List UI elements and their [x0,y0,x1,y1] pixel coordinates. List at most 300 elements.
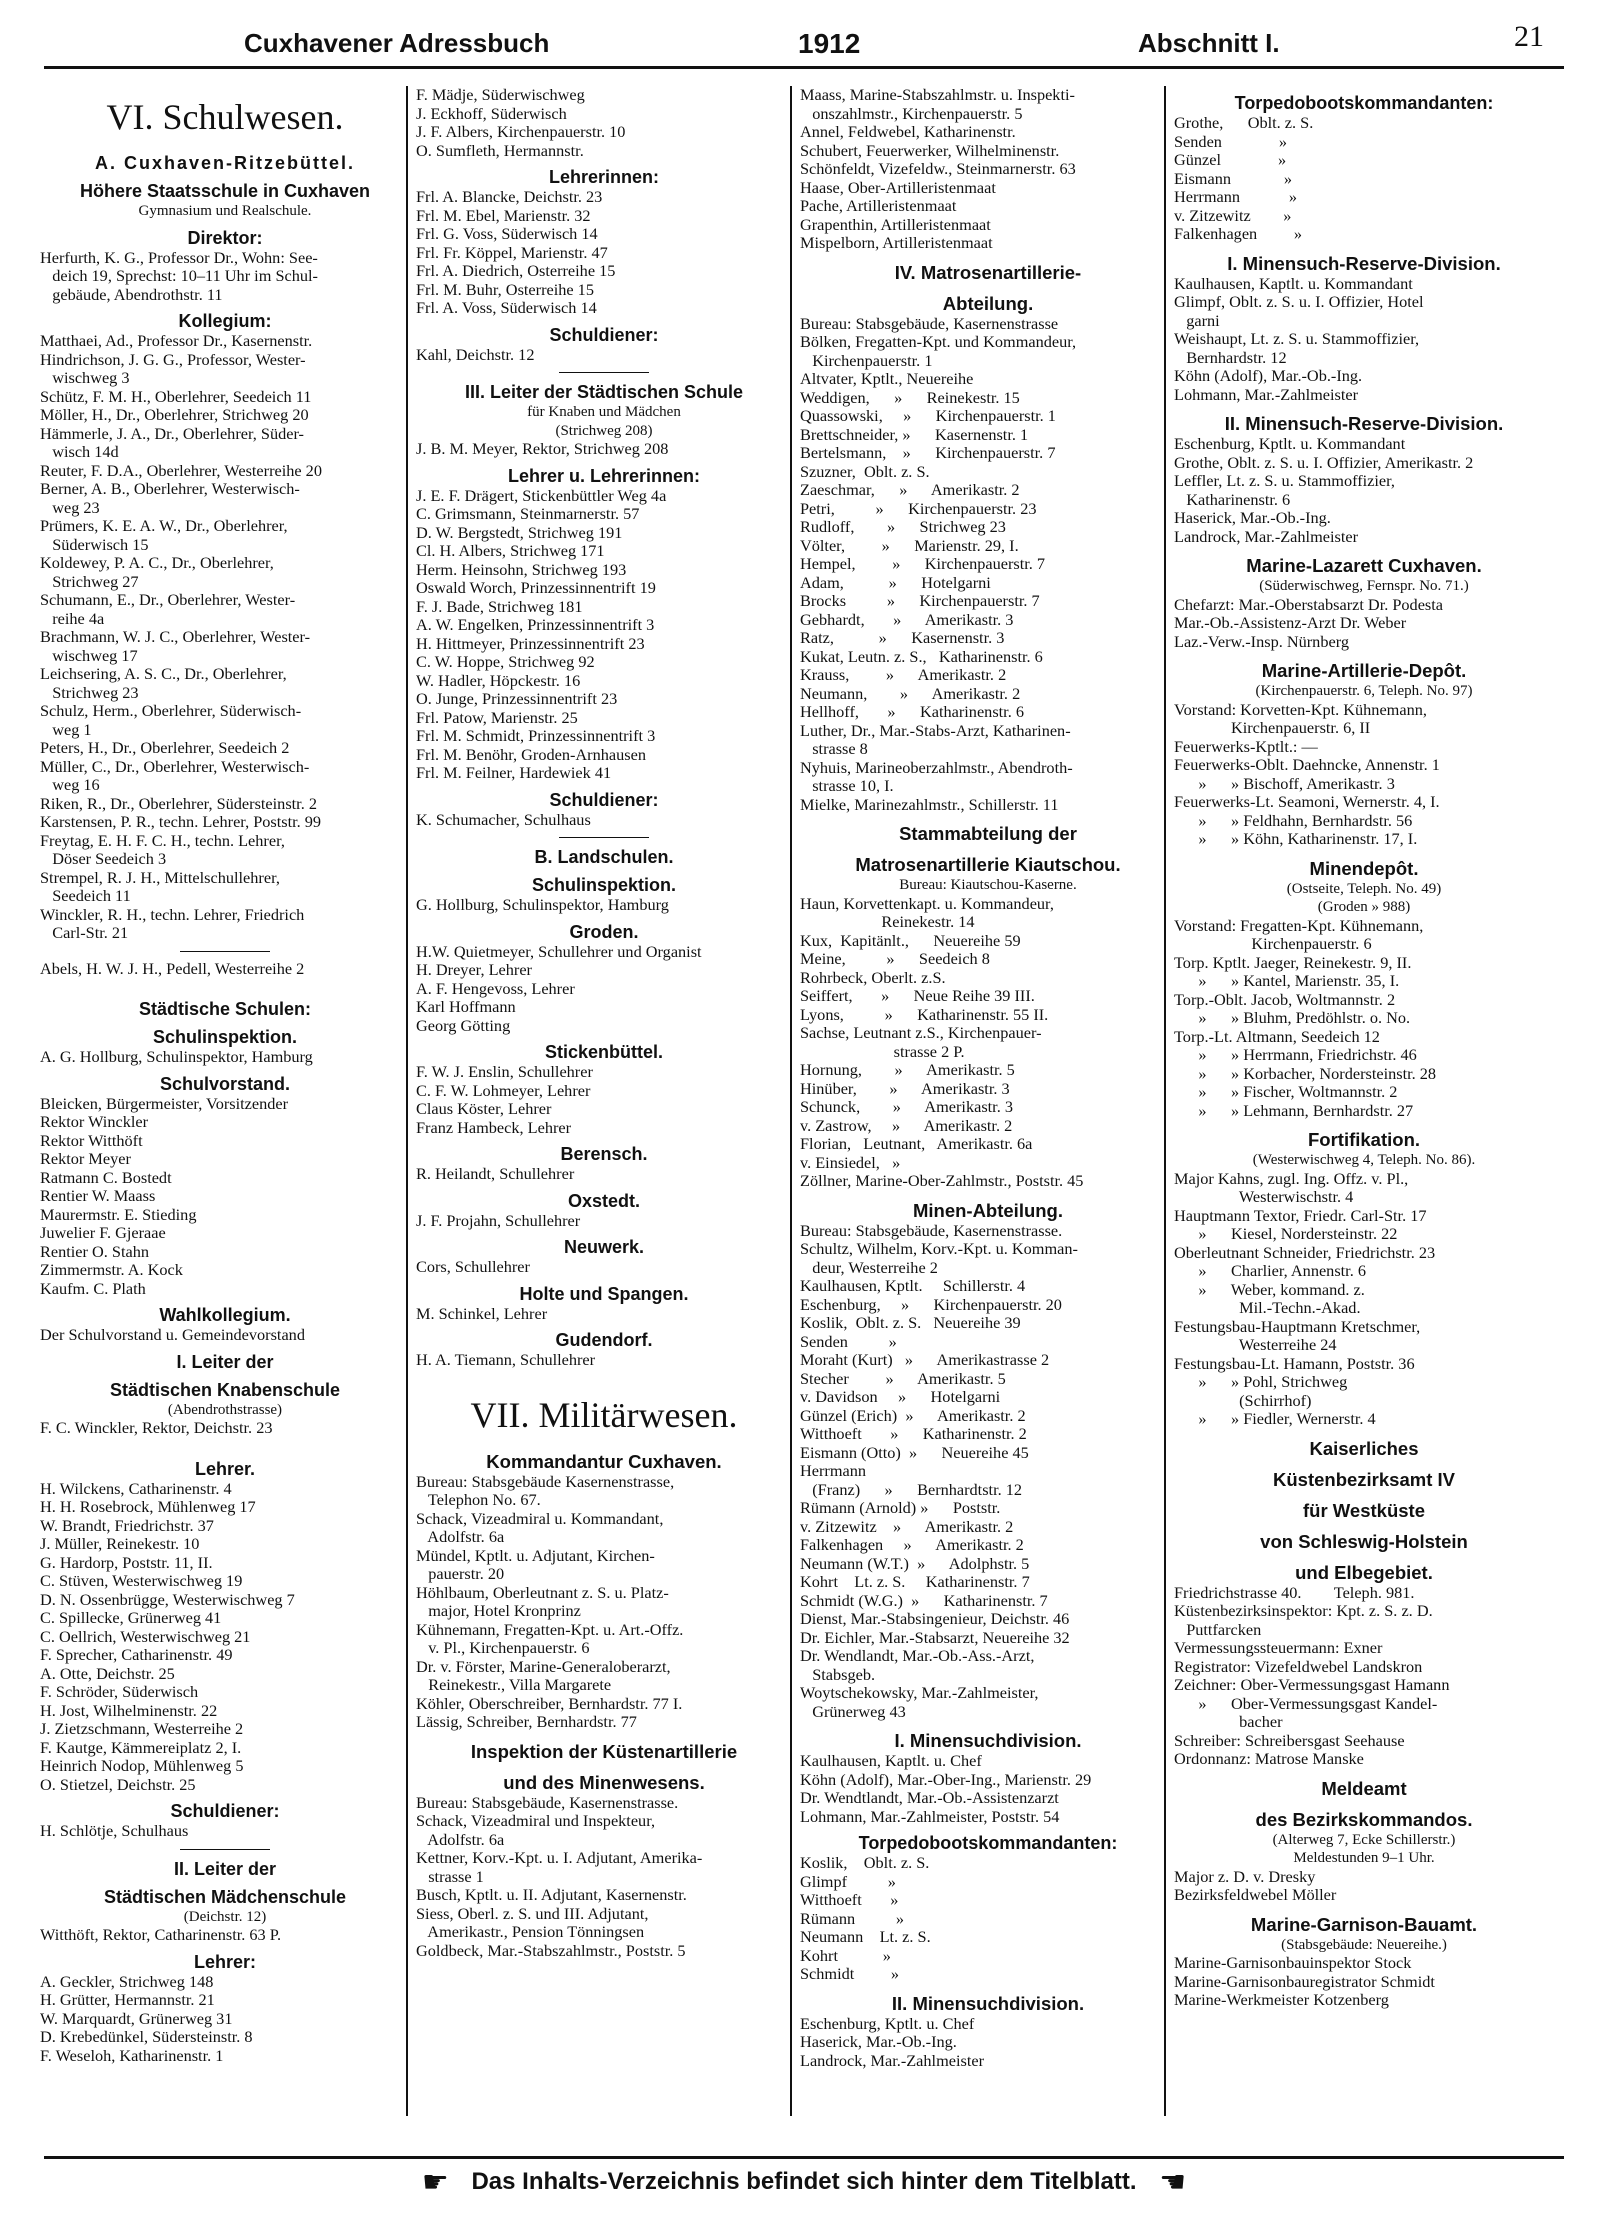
directory-entry: W. Brandt, Friedrichstr. 37 [40,1516,214,1535]
directory-entry: Mil.-Techn.-Akad. [1174,1299,1361,1317]
directory-entry: Karstensen, P. R., techn. Lehrer, Poststr. 99 [40,813,322,831]
directory-entry: G. Hollburg, Schulinspektor, Hamburg [416,896,669,914]
directory-entry: Süderwisch 15 [40,535,149,554]
directory-entry: Bezirksfeldwebel Möller [1174,1886,1337,1904]
directory-entry: Bölken, Fregatten-Kpt. und Kommandeur, [800,333,1077,351]
directory-entry: Frl. Fr. Köppel, Marienstr. 47 [416,243,608,262]
directory-entry: Senden » [1174,132,1288,151]
directory-entry: Karl Hoffmann [416,998,516,1016]
section-heading: Minendepôt. [1309,857,1419,879]
book-year: 1912 [798,28,861,59]
column-3 [790,86,1176,2116]
directory-entry: deich 19, Sprechst: 10–11 Uhr im Schul- [40,267,318,285]
directory-entry: Strempel, R. J. H., Mittelschullehrer, [40,868,280,887]
directory-entry: Woytschekowsky, Mar.-Zahlmeister, [800,1684,1039,1702]
section-note: (Ostseite, Teleph. No. 49) [1286,880,1442,897]
directory-entry: Registrator: Vizefeldwebel Landskron [1174,1657,1423,1676]
directory-entry: (Schirrhof) [1174,1391,1312,1410]
directory-entry: F. Kautge, Kämmereiplatz 2, I. [40,1738,242,1757]
directory-entry: Rektor Winckler [40,1113,149,1131]
directory-entry: Reuter, F. D.A., Oberlehrer, Westerreihe 20 [40,461,322,480]
directory-entry: J. Eckhoff, Süderwisch [416,104,567,123]
directory-entry: J. F. Albers, Kirchenpauerstr. 10 [416,123,626,141]
directory-entry: Maass, Marine-Stabszahlmstr. u. Inspekti- [800,86,1075,104]
directory-entry: Hempel, » Kirchenpauerstr. 7 [800,555,1046,573]
directory-entry: Koslik, Oblt. z. S. Neuereihe 39 [800,1314,1021,1332]
section-heading: Städtischen Mädchenschule [103,1886,347,1907]
directory-entry: » » Korbacher, Nordersteinstr. 28 [1174,1064,1437,1083]
section-title: VII. Militärwesen. [470,1394,738,1435]
directory-entry: Grapenthin, Artilleristenmaat [800,215,991,234]
directory-entry: Ratmann C. Bostedt [40,1168,172,1187]
directory-entry: Gebhardt, » Amerikastr. 3 [800,610,1014,629]
directory-entry: Kux, Kapitänlt., Neuereihe 59 [800,931,1021,950]
section-heading: II. Minensuch-Reserve-Division. [1224,413,1504,434]
divider [559,837,649,838]
directory-entry: Kahl, Deichstr. 12 [416,345,535,364]
section-heading: Küstenbezirksamt IV [1273,1468,1455,1490]
section-heading: Torpedobootskommandanten: [858,1833,1118,1853]
directory-entry: Koslik, Oblt. z. S. [800,1854,930,1872]
section-heading: Lehrer. [194,1458,256,1479]
section-heading: Matrosenartillerie Kiautschou. [855,854,1121,875]
directory-entry: Völter, » Marienstr. 29, I. [800,536,1019,555]
section-heading: Schuldiener: [549,789,659,810]
directory-entry: Seiffert, » Neue Reihe 39 III. [800,987,1035,1005]
directory-entry: Herfurth, K. G., Professor Dr., Wohn: See- [40,248,318,267]
directory-entry: C. Grimsmann, Steinmarnerstr. 57 [416,505,640,523]
directory-entry: gebäude, Abendrothstr. 11 [40,285,223,304]
section-heading: und des Minenwesens. [503,1771,705,1793]
directory-entry: Zeichner: Ober-Vermessungsgast Hamann [1174,1676,1450,1694]
directory-entry: Cors, Schullehrer [416,1258,530,1276]
directory-entry: onszahlmstr., Kirchenpauerstr. 5 [800,104,1023,123]
directory-entry: W. Hadler, Höpckestr. 16 [416,671,581,690]
section-heading: Stickenbüttel. [544,1042,664,1062]
directory-entry: F. C. Winckler, Rektor, Deichstr. 23 [40,1419,273,1437]
directory-entry: Kaulhausen, Kptlt. Schillerstr. 4 [800,1277,1026,1295]
directory-entry: Lyons, » Katharinenstr. 55 II. [800,1005,1049,1024]
directory-entry: Kaufm. C. Plath [40,1279,146,1298]
directory-entry: Haase, Ober-Artilleristenmaat [800,178,996,197]
directory-entry: M. Schinkel, Lehrer [416,1304,548,1323]
section-note: (Süderwischweg, Fernspr. No. 71.) [1259,578,1469,594]
spacer [40,978,410,992]
directory-entry: H. Hittmeyer, Prinzessinnentrift 23 [416,634,645,653]
section-heading: Stammabteilung der [899,823,1077,844]
directory-entry: Zimmermstr. A. Kock [40,1261,183,1279]
directory-entry: Mündel, Kptlt. u. Adjutant, Kirchen- [416,1546,655,1565]
directory-entry: Frl. A. Diedrich, Osterreihe 15 [416,262,616,280]
directory-entry: Schulz, Herm., Oberlehrer, Süderwisch- [40,702,302,720]
section-heading: Kommandantur Cuxhaven. [486,1450,722,1472]
directory-entry: » » Herrmann, Friedrichstr. 46 [1174,1046,1417,1064]
spacer [416,1370,792,1384]
directory-entry: Seedeich 11 [40,887,131,905]
directory-entry: Frl. G. Voss, Süderwisch 14 [416,225,598,243]
directory-entry: Hinüber, » Amerikastr. 3 [800,1079,1010,1098]
directory-entry: Ratz, » Kasernenstr. 3 [800,629,1005,647]
pointing-hand-left-icon: ☚ [1159,2165,1187,2199]
section-note: (Abendrothstrasse) [167,1401,283,1418]
directory-entry: Strichweg 27 [40,572,139,591]
directory-entry: Adolfstr. 6a [416,1830,505,1849]
directory-entry: Marine-Garnisonbauinspektor Stock [1174,1954,1412,1972]
directory-entry: Zöllner, Marine-Ober-Zahlmstr., Poststr. 45 [800,1172,1084,1190]
directory-entry: Goldbeck, Mar.-Stabszahlmstr., Poststr. 5 [416,1941,686,1960]
directory-entry: Rümann » [800,1909,905,1928]
directory-entry: Rentier O. Stahn [40,1242,149,1261]
directory-entry: C. Spillecke, Grünerweg 41 [40,1609,222,1627]
directory-entry: Siess, Oberl. z. S. und III. Adjutant, [416,1904,649,1923]
directory-entry: deur, Westerreihe 2 [800,1258,938,1277]
directory-entry: strasse 10, I. [800,777,894,795]
directory-entry: Westerreihe 24 [1174,1336,1337,1354]
directory-entry: C. W. Hoppe, Strichweg 92 [416,653,595,671]
directory-entry: » Weber, kommand. z. [1174,1280,1365,1299]
directory-entry: Stabsgeb. [800,1665,876,1684]
directory-entry: Moraht (Kurt) » Amerikastrasse 2 [800,1351,1050,1369]
directory-entry: Katharinenstr. 6 [1174,490,1291,509]
directory-entry: Frl. M. Ebel, Marienstr. 32 [416,206,591,225]
directory-entry: Hornung, » Amerikastr. 5 [800,1061,1015,1079]
directory-entry: Hauptmann Textor, Friedr. Carl-Str. 17 [1174,1206,1427,1225]
directory-entry: Sachse, Leutnant z.S., Kirchenpauer- [800,1024,1042,1042]
directory-entry: Mispelborn, Artilleristenmaat [800,234,993,252]
section-heading: A. Cuxhaven-Ritzebüttel. [94,153,356,173]
directory-entry: Haserick, Mar.-Ob.-Ing. [800,2033,957,2051]
directory-entry: Oberleutnant Schneider, Friedrichstr. 23 [1174,1243,1436,1262]
directory-entry: Bureau: Stabsgebäude, Kasernenstrasse. [416,1793,679,1812]
directory-entry: Eschenburg, Kptlt. u. Chef [800,2014,975,2033]
section-heading: Gudendorf. [555,1330,653,1350]
directory-entry: Altvater, Kptlt., Neuereihe [800,370,974,388]
directory-entry: Möller, H., Dr., Oberlehrer, Strichweg 20 [40,406,309,424]
directory-entry: Köhn (Adolf), Mar.-Ob.-Ing. [1174,367,1363,385]
section-heading: Kollegium: [178,311,272,331]
directory-entry: Frl. M. Feilner, Hardewiek 41 [416,764,612,782]
directory-entry: Küstenbezirksinspektor: Kpt. z. S. z. D. [1174,1602,1433,1620]
directory-entry: H.W. Quietmeyer, Schullehrer und Organist [416,942,702,961]
section-note: Bureau: Kiautschou-Kaserne. [899,877,1077,893]
directory-entry: Müller, C., Dr., Oberlehrer, Westerwisch- [40,757,310,776]
column-2 [406,86,792,2116]
directory-entry: Westerwischstr. 4 [1174,1188,1354,1206]
section-heading: Marine-Garnison-Bauamt. [1250,1913,1478,1935]
directory-entry: G. Hardorp, Poststr. 11, II. [40,1553,213,1572]
section-heading: Lehrerinnen: [548,167,659,187]
directory-entry: strasse 1 [416,1867,484,1886]
directory-entry: Kühnemann, Fregatten-Kpt. u. Art.-Offz. [416,1620,684,1639]
directory-entry: H. A. Tiemann, Schullehrer [416,1351,596,1369]
directory-entry: Schreiber: Schreibersgast Seehause [1174,1731,1405,1750]
directory-entry: bacher [1174,1713,1283,1731]
directory-entry: Quassowski, » Kirchenpauerstr. 1 [800,407,1056,425]
section-heading: Meldeamt [1321,1777,1407,1799]
directory-entry: Kukat, Leutn. z. S., Katharinenstr. 6 [800,647,1043,666]
directory-entry: Dienst, Mar.-Stabsingenieur, Deichstr. 46 [800,1610,1070,1628]
directory-entry: Major z. D. v. Dresky [1174,1867,1316,1886]
section-heading: Oxstedt. [567,1190,641,1211]
directory-entry: W. Marquardt, Grünerweg 31 [40,2009,233,2028]
section-heading: Schuldiener: [170,1801,280,1821]
section-note: Gymnasium und Realschule. [138,203,312,219]
directory-entry: v. Zitzewitz » Amerikastr. 2 [800,1517,1014,1536]
directory-entry: weg 23 [40,498,100,517]
directory-entry: H. Schlötje, Schulhaus [40,1822,189,1840]
section-heading: Fortifikation. [1307,1129,1421,1150]
section-heading: Berensch. [560,1144,648,1164]
section-heading: Höhere Staatsschule in Cuxhaven [79,181,371,201]
directory-entry: Schmidt » [800,1965,900,1983]
directory-entry: Senden » [800,1332,897,1351]
directory-entry: » Kiesel, Nordersteinstr. 22 [1174,1225,1398,1243]
section-heading: von Schleswig-Holstein [1260,1530,1468,1552]
directory-entry: Nyhuis, Marineoberzahlmstr., Abendroth- [800,758,1073,777]
directory-entry: Cl. H. Albers, Strichweg 171 [416,542,605,560]
directory-entry: Carl-Str. 21 [40,924,129,942]
directory-entry: Schunck, » Amerikastr. 3 [800,1098,1013,1116]
directory-entry: Kirchenpauerstr. 1 [800,351,933,370]
directory-entry: Adam, » Hotelgarni [800,573,991,592]
directory-entry: Bleicken, Bürgermeister, Vorsitzender [40,1094,289,1113]
section-heading: Marine-Lazarett Cuxhaven. [1246,555,1482,576]
directory-entry: Maurermstr. E. Stieding [40,1205,197,1224]
directory-entry: Dr. v. Förster, Marine-Generaloberarzt, [416,1657,671,1676]
directory-entry: Weddigen, » Reinekestr. 15 [800,388,1020,407]
directory-entry: strasse 8 [800,740,868,758]
section-heading: Inspektion der Küstenartillerie [470,1740,738,1762]
directory-entry: Frl. A. Voss, Süderwisch 14 [416,299,597,317]
directory-entry: J. F. Projahn, Schullehrer [416,1211,581,1230]
directory-entry: Franz Hambeck, Lehrer [416,1118,572,1137]
section-heading: Holte und Spangen. [519,1283,689,1304]
directory-entry: Kettner, Korv.-Kpt. u. I. Adjutant, Amerika- [416,1849,703,1867]
section-heading: B. Landschulen. [534,847,674,867]
directory-entry: Freytag, E. H. F. C. H., techn. Lehrer, [40,831,285,850]
directory-entry: Schmidt (W.G.) » Katharinenstr. 7 [800,1591,1048,1610]
directory-entry: Glimpf, Oblt. z. S. u. I. Offizier, Hotel [1174,293,1424,311]
section-title: VI. Schulwesen. [106,97,344,137]
directory-entry: Kirchenpauerstr. 6 [1174,935,1372,953]
directory-entry: A. G. Hollburg, Schulinspektor, Hamburg [40,1048,313,1066]
directory-entry: major, Hotel Kronprinz [416,1602,581,1620]
directory-entry: Herm. Heinsohn, Strichweg 193 [416,560,627,579]
column-4 [1164,86,1554,2116]
directory-entry: Frl. Patow, Marienstr. 25 [416,708,578,727]
section-heading: II. Minensuchdivision. [891,1992,1085,2014]
directory-entry: Rudloff, » Strichweg 23 [800,518,1006,536]
directory-entry: Stecher » Amerikastr. 5 [800,1369,1006,1388]
directory-entry: Reinekestr., Villa Margarete [416,1676,612,1694]
directory-entry: Schack, Vizeadmiral und Inspekteur, [416,1812,656,1830]
directory-entry: Rektor Meyer [40,1150,131,1168]
directory-entry: F. Mädje, Süderwischweg [416,86,585,104]
directory-entry: Bureau: Stabsgebäude, Kasernenstrasse [800,314,1059,333]
section-note: (Alterweg 7, Ecke Schillerstr.) [1272,1831,1456,1848]
directory-entry: Hämmerle, J. A., Dr., Oberlehrer, Süder- [40,424,304,443]
directory-entry: A. Geckler, Strichweg 148 [40,1972,214,1991]
directory-entry: Brettschneider, » Kasernenstr. 1 [800,425,1029,444]
directory-entry: (Franz) » Bernhardtstr. 12 [800,1480,1023,1499]
directory-entry: Chefarzt: Mar.-Oberstabsarzt Dr. Podesta [1174,595,1444,614]
directory-entry: Döser Seedeich 3 [40,850,167,868]
directory-entry: Lohmann, Mar.-Zahlmeister [1174,385,1359,404]
directory-entry: » » Kantel, Marienstr. 35, I. [1174,972,1400,990]
directory-entry: Juwelier F. Gjeraae [40,1224,166,1242]
directory-entry: Falkenhagen » [1174,225,1302,243]
directory-entry: Höhlbaum, Oberleutnant z. S. u. Platz- [416,1583,669,1602]
directory-entry: Schultz, Wilhelm, Korv.-Kpt. u. Komman- [800,1240,1078,1258]
directory-entry: Eschenburg, » Kirchenpauerstr. 20 [800,1295,1062,1314]
directory-entry: Hellhoff, » Katharinenstr. 6 [800,703,1024,721]
directory-entry: Kirchenpauerstr. 6, II [1174,719,1371,737]
directory-entry: J. Zietzschmann, Westerreihe 2 [40,1720,244,1738]
directory-entry: Rentier W. Maass [40,1187,156,1205]
directory-entry: Vorstand: Korvetten-Kpt. Kühnemann, [1174,700,1427,719]
directory-entry: F. Weseloh, Katharinenstr. 1 [40,2046,224,2065]
directory-entry: Herrmann » [1174,188,1297,206]
directory-entry: Kohrt Lt. z. S. Katharinenstr. 7 [800,1573,1030,1591]
directory-entry: Marine-Garnisonbauregistrator Schmidt [1174,1972,1435,1991]
directory-entry: Meine, » Seedeich 8 [800,950,990,968]
directory-entry: H. Grütter, Hermannstr. 21 [40,1991,215,2009]
book-title: Cuxhavener Adressbuch [244,28,550,58]
directory-entry: Bureau: Stabsgebäude, Kasernenstrasse. [800,1221,1063,1240]
directory-entry: D. Krebedünkel, Südersteinstr. 8 [40,2028,253,2046]
section-heading: Schulinspektion. [152,1027,298,1047]
directory-entry: Ordonnanz: Matrose Manske [1174,1750,1364,1768]
directory-entry: Mielke, Marinezahlmstr., Schillerstr. 11 [800,795,1059,814]
directory-entry: Marine-Werkmeister Kotzenberg [1174,1991,1389,2009]
column-1 [40,86,410,2116]
directory-entry: Kaulhausen, Kaptlt. u. Kommandant [1174,274,1413,293]
directory-entry: weg 1 [40,720,92,739]
directory-entry: Herrmann [800,1462,866,1480]
directory-entry: C. Oellrich, Westerwischweg 21 [40,1627,251,1646]
directory-entry: Festungsbau-Hauptmann Kretschmer, [1174,1317,1421,1336]
directory-entry: wischweg 17 [40,646,138,665]
directory-entry: F. J. Bade, Strichweg 181 [416,597,583,616]
directory-entry: Günzel (Erich) » Amerikastr. 2 [800,1406,1026,1425]
directory-entry: Witthoeft » Katharinenstr. 2 [800,1425,1027,1443]
directory-entry: Neumann, » Amerikastr. 2 [800,684,1021,703]
section-heading: Neuwerk. [563,1237,645,1257]
directory-entry: » » Feldhahn, Bernhardstr. 56 [1174,811,1413,830]
directory-entry: Brachmann, W. J. C., Oberlehrer, Wester- [40,628,311,646]
directory-entry: Köhler, Oberschreiber, Bernhardstr. 77 I. [416,1694,683,1713]
directory-entry: Frl. A. Blancke, Deichstr. 23 [416,188,603,206]
directory-entry: K. Schumacher, Schulhaus [416,810,591,829]
directory-entry: A. Otte, Deichstr. 25 [40,1664,175,1683]
directory-entry: Petri, » Kirchenpauerstr. 23 [800,499,1037,518]
section-heading: Schulinspektion. [531,875,677,895]
directory-entry: wisch 14d [40,443,119,461]
directory-entry: v. Zitzewitz » [1174,206,1292,225]
directory-entry: Krauss, » Amerikastr. 2 [800,666,1007,684]
directory-entry: Schubert, Feuerwerker, Wilhelminenstr. [800,141,1060,160]
section-note: (Strichweg 208) [555,422,653,439]
directory-entry: Torp.-Lt. Altmann, Seedeich 12 [1174,1027,1380,1046]
directory-entry: » » Lehmann, Bernhardstr. 27 [1174,1101,1414,1120]
directory-entry: Zaeschmar, » Amerikastr. 2 [800,481,1020,499]
directory-entry: Köhn (Adolf), Mar.-Ober-Ing., Marienstr. 29 [800,1770,1092,1789]
directory-entry: Leffler, Lt. z. S. u. Stammoffizier, [1174,472,1395,490]
directory-entry: Heinrich Nodop, Mühlenweg 5 [40,1757,244,1775]
directory-entry: Feuerwerks-Oblt. Daehncke, Annenstr. 1 [1174,756,1440,774]
directory-entry: » Ober-Vermessungsgast Kandel- [1174,1694,1438,1713]
directory-entry: Lohmann, Mar.-Zahlmeister, Poststr. 54 [800,1807,1060,1826]
directory-entry: Bureau: Stabsgebäude Kasernenstrasse, [416,1472,675,1491]
directory-entry: Günzel » [1174,151,1287,169]
section-heading: II. Leiter der [173,1858,277,1879]
directory-entry: D. N. Ossenbrügge, Westerwischweg 7 [40,1590,295,1609]
directory-entry: Feuerwerks-Lt. Seamoni, Wernerstr. 4, I. [1174,793,1440,811]
directory-entry: Adolfstr. 6a [416,1528,505,1546]
directory-entry: J. Müller, Reinekestr. 10 [40,1535,200,1553]
directory-entry: Reinekestr. 14 [800,913,975,931]
directory-entry: Rektor Witthöft [40,1131,143,1150]
directory-entry: Oswald Worch, Prinzessinnentrift 19 [416,579,656,597]
section-note: (Kirchenpauerstr. 6, Teleph. No. 97) [1255,683,1473,699]
directory-entry: v. Davidson » Hotelgarni [800,1388,1001,1406]
directory-entry: O. Sumfleth, Hermannstr. [416,141,584,160]
directory-entry: Haserick, Mar.-Ob.-Ing. [1174,509,1331,527]
directory-entry: Peters, H., Dr., Oberlehrer, Seedeich 2 [40,739,290,757]
section-heading: Minen-Abteilung. [912,1199,1064,1221]
directory-entry: Busch, Kptlt. u. II. Adjutant, Kasernenstr. [416,1886,687,1904]
section-heading: Marine-Artillerie-Depôt. [1261,660,1467,681]
directory-entry: Neumann (W.T.) » Adolphstr. 5 [800,1554,1030,1573]
section-note: für Knaben und Mädchen [527,404,681,420]
directory-entry: pauerstr. 20 [416,1565,505,1583]
section-heading: Lehrer: [193,1951,256,1972]
directory-entry: Riken, R., Dr., Oberlehrer, Südersteinstr. 2 [40,794,317,813]
directory-entry: Annel, Feldwebel, Katharinenstr. [800,123,1016,141]
directory-entry: Laz.-Verw.-Insp. Nürnberg [1174,632,1349,651]
directory-entry: Grothe, Oblt. z. S. [1174,114,1314,132]
section-heading: Groden. [569,921,639,942]
directory-entry: Rohrbeck, Oberlt. z.S. [800,968,946,987]
directory-entry: Landrock, Mar.-Zahlmeister [1174,527,1358,546]
section-heading: und Elbegebiet. [1295,1561,1433,1583]
directory-entry: v. Zastrow, » Amerikastr. 2 [800,1116,1013,1135]
section-heading: Kaiserliches [1309,1437,1419,1459]
directory-entry: Grünerweg 43 [800,1702,906,1721]
directory-entry: H. Dreyer, Lehrer [416,961,532,979]
directory-entry: Frl. M. Buhr, Osterreihe 15 [416,280,594,299]
directory-entry: F. Sprecher, Catharinenstr. 49 [40,1646,233,1664]
directory-entry: Abels, H. W. J. H., Pedell, Westerreihe 2 [40,959,305,978]
spacer [40,1438,410,1452]
directory-entry: Berner, A. B., Oberlehrer, Westerwisch- [40,480,300,498]
section-heading: Städtischen Knabenschule [109,1379,341,1400]
directory-entry: Strichweg 23 [40,683,139,702]
section-note: (Stabsgebäude: Neuereihe.) [1281,1936,1447,1953]
section-note: (Deichstr. 12) [183,1908,267,1925]
directory-entry: O. Junge, Prinzessinnentrift 23 [416,690,618,708]
directory-entry: strasse 2 P. [800,1042,965,1061]
directory-entry: Bertelsmann, » Kirchenpauerstr. 7 [800,444,1056,462]
directory-entry: H. H. Rosebrock, Mühlenweg 17 [40,1498,256,1516]
directory-entry: » » Fischer, Woltmannstr. 2 [1174,1083,1398,1101]
directory-entry: Luther, Dr., Mar.-Stabs-Arzt, Katharinen- [800,721,1071,740]
directory-entry: Feuerwerks-Kptlt.: — [1174,737,1318,756]
directory-entry: Dr. Wendlandt, Mar.-Ob.-Ass.-Arzt, [800,1647,1035,1665]
directory-entry: wischweg 3 [40,369,130,387]
directory-entry: Torp. Kptlt. Jaeger, Reinekestr. 9, II. [1174,953,1412,972]
directory-entry: Hindrichson, J. G. G., Professor, Wester- [40,350,306,369]
